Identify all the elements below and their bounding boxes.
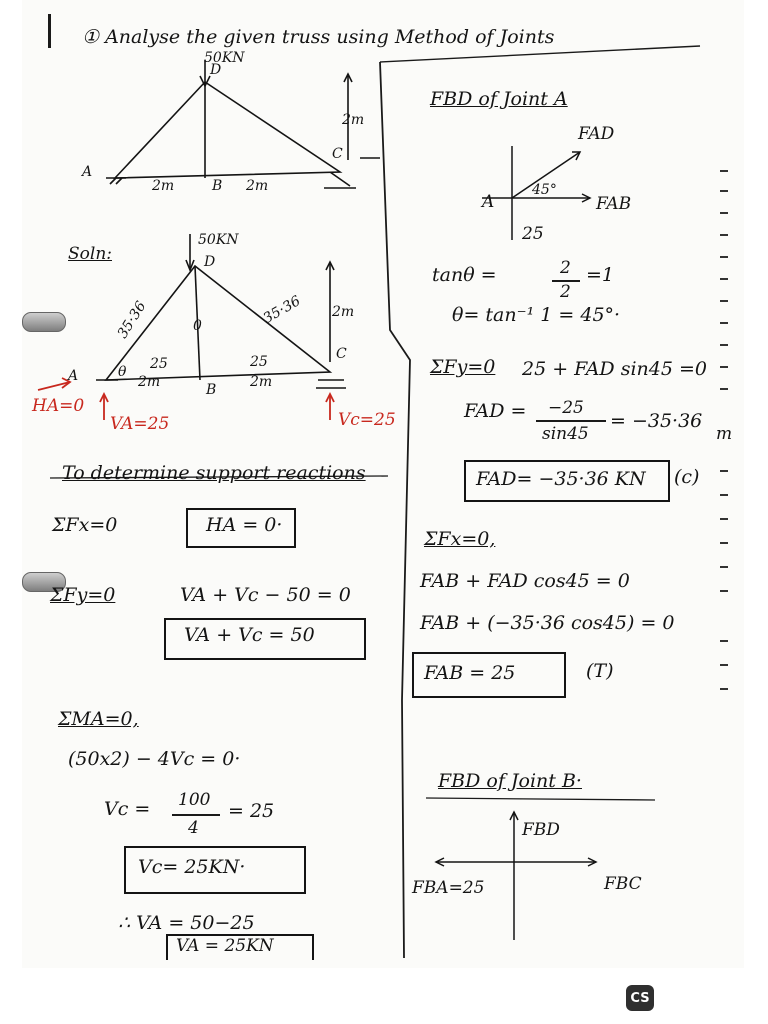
truss2-node-d: D [204, 254, 216, 270]
fbd-a-angle: 45° [532, 182, 557, 198]
sum-fx-right: ΣFx=0, [424, 528, 496, 550]
fad-numerator: −25 [548, 398, 584, 418]
fx-equation: FAB + FAD cos45 = 0 [420, 570, 630, 592]
page-title: ① Analyse the given truss using Method of Joints [82, 26, 555, 48]
member-ad-force: 35·36 [114, 298, 150, 342]
fbd-b-fba: FBA=25 [412, 878, 485, 898]
fbd-b-fbd: FBD [522, 820, 560, 840]
truss1-node-b: B [212, 178, 223, 194]
truss1-span-bc: 2m [246, 178, 269, 194]
reaction-ha: HA=0 [32, 396, 85, 416]
tan-label: tanθ = [432, 264, 497, 286]
fy-equation: 25 + FAD sin45 =0 [522, 358, 707, 380]
vc-result: = 25 [228, 800, 275, 822]
fx-substitution: FAB + (−35·36 cos45) = 0 [420, 612, 675, 634]
truss2-node-b: B [206, 382, 217, 398]
truss2-load: 50KN [198, 232, 239, 248]
tan-denominator: 2 [560, 282, 571, 302]
fbd-a-fad: FAD [578, 124, 615, 144]
reaction-vc: Vc=25 [338, 410, 396, 430]
vc-denominator: 4 [188, 818, 199, 838]
result-va-vc: VA + Vc = 50 [184, 624, 315, 646]
member-ab-force: 25 [150, 356, 168, 372]
result-fab: FAB = 25 [424, 662, 516, 684]
fbd-b-fbc: FBC [604, 874, 642, 894]
vc-numerator: 100 [178, 790, 211, 810]
margin-unit: m [716, 424, 733, 444]
truss2-height: 2m [332, 304, 355, 320]
fad-label: FAD = [464, 400, 527, 422]
tan-result: =1 [586, 264, 615, 286]
result-fad-nature: (c) [674, 466, 700, 488]
member-bd-force: 0 [193, 318, 202, 334]
va-equation: ∴ VA = 50−25 [118, 912, 255, 934]
sum-ma-label: ΣMA=0, [58, 708, 139, 730]
truss2-angle: θ [118, 364, 127, 380]
theta-equation: θ= tan⁻¹ 1 = 45°· [452, 304, 621, 326]
truss1-node-a: A [82, 164, 93, 180]
moment-equation: (50x2) − 4Vc = 0· [68, 748, 241, 770]
truss1-node-c: C [332, 146, 343, 162]
fbd-joint-b-heading: FBD of Joint B· [438, 770, 582, 792]
result-ha: HA = 0· [206, 514, 283, 536]
sum-fx-left: ΣFx=0 [52, 514, 118, 536]
equation-vertical-sum: VA + Vc − 50 = 0 [180, 584, 351, 606]
member-bc-force: 25 [250, 354, 268, 370]
fbd-joint-a-heading: FBD of Joint A [430, 88, 568, 110]
truss1-height: 2m [342, 112, 365, 128]
solution-label: Soln: [68, 244, 112, 264]
fad-value: = −35·36 [610, 410, 703, 432]
fbd-a-node: A [482, 192, 495, 212]
fbd-a-reaction: 25 [522, 224, 544, 244]
member-cd-force: 35·36 [260, 293, 304, 327]
result-fad: FAD= −35·36 KN [476, 468, 646, 490]
support-reactions-heading: To determine support reactions [62, 462, 366, 484]
result-vc: Vc= 25KN· [138, 856, 246, 878]
fad-denominator: sin45 [542, 424, 589, 444]
truss2-node-c: C [336, 346, 347, 362]
result-fab-nature: (T) [586, 660, 614, 682]
truss1-node-d: D [210, 62, 222, 78]
tan-numerator: 2 [560, 258, 571, 278]
truss1-span-ab: 2m [152, 178, 175, 194]
truss2-node-a: A [68, 368, 79, 384]
truss1-load: 50KN [204, 50, 245, 66]
result-va: VA = 25KN [176, 936, 274, 956]
sum-fy-left: ΣFy=0 [50, 584, 116, 606]
fbd-a-fab: FAB [596, 194, 632, 214]
sum-fy-right: ΣFy=0 [430, 356, 496, 378]
truss2-span-bc: 2m [250, 374, 273, 390]
truss2-span-ab: 2m [138, 374, 161, 390]
camscanner-logo-icon: CS [626, 985, 654, 1011]
vc-label: Vc = [104, 798, 151, 820]
reaction-va: VA=25 [110, 414, 170, 434]
